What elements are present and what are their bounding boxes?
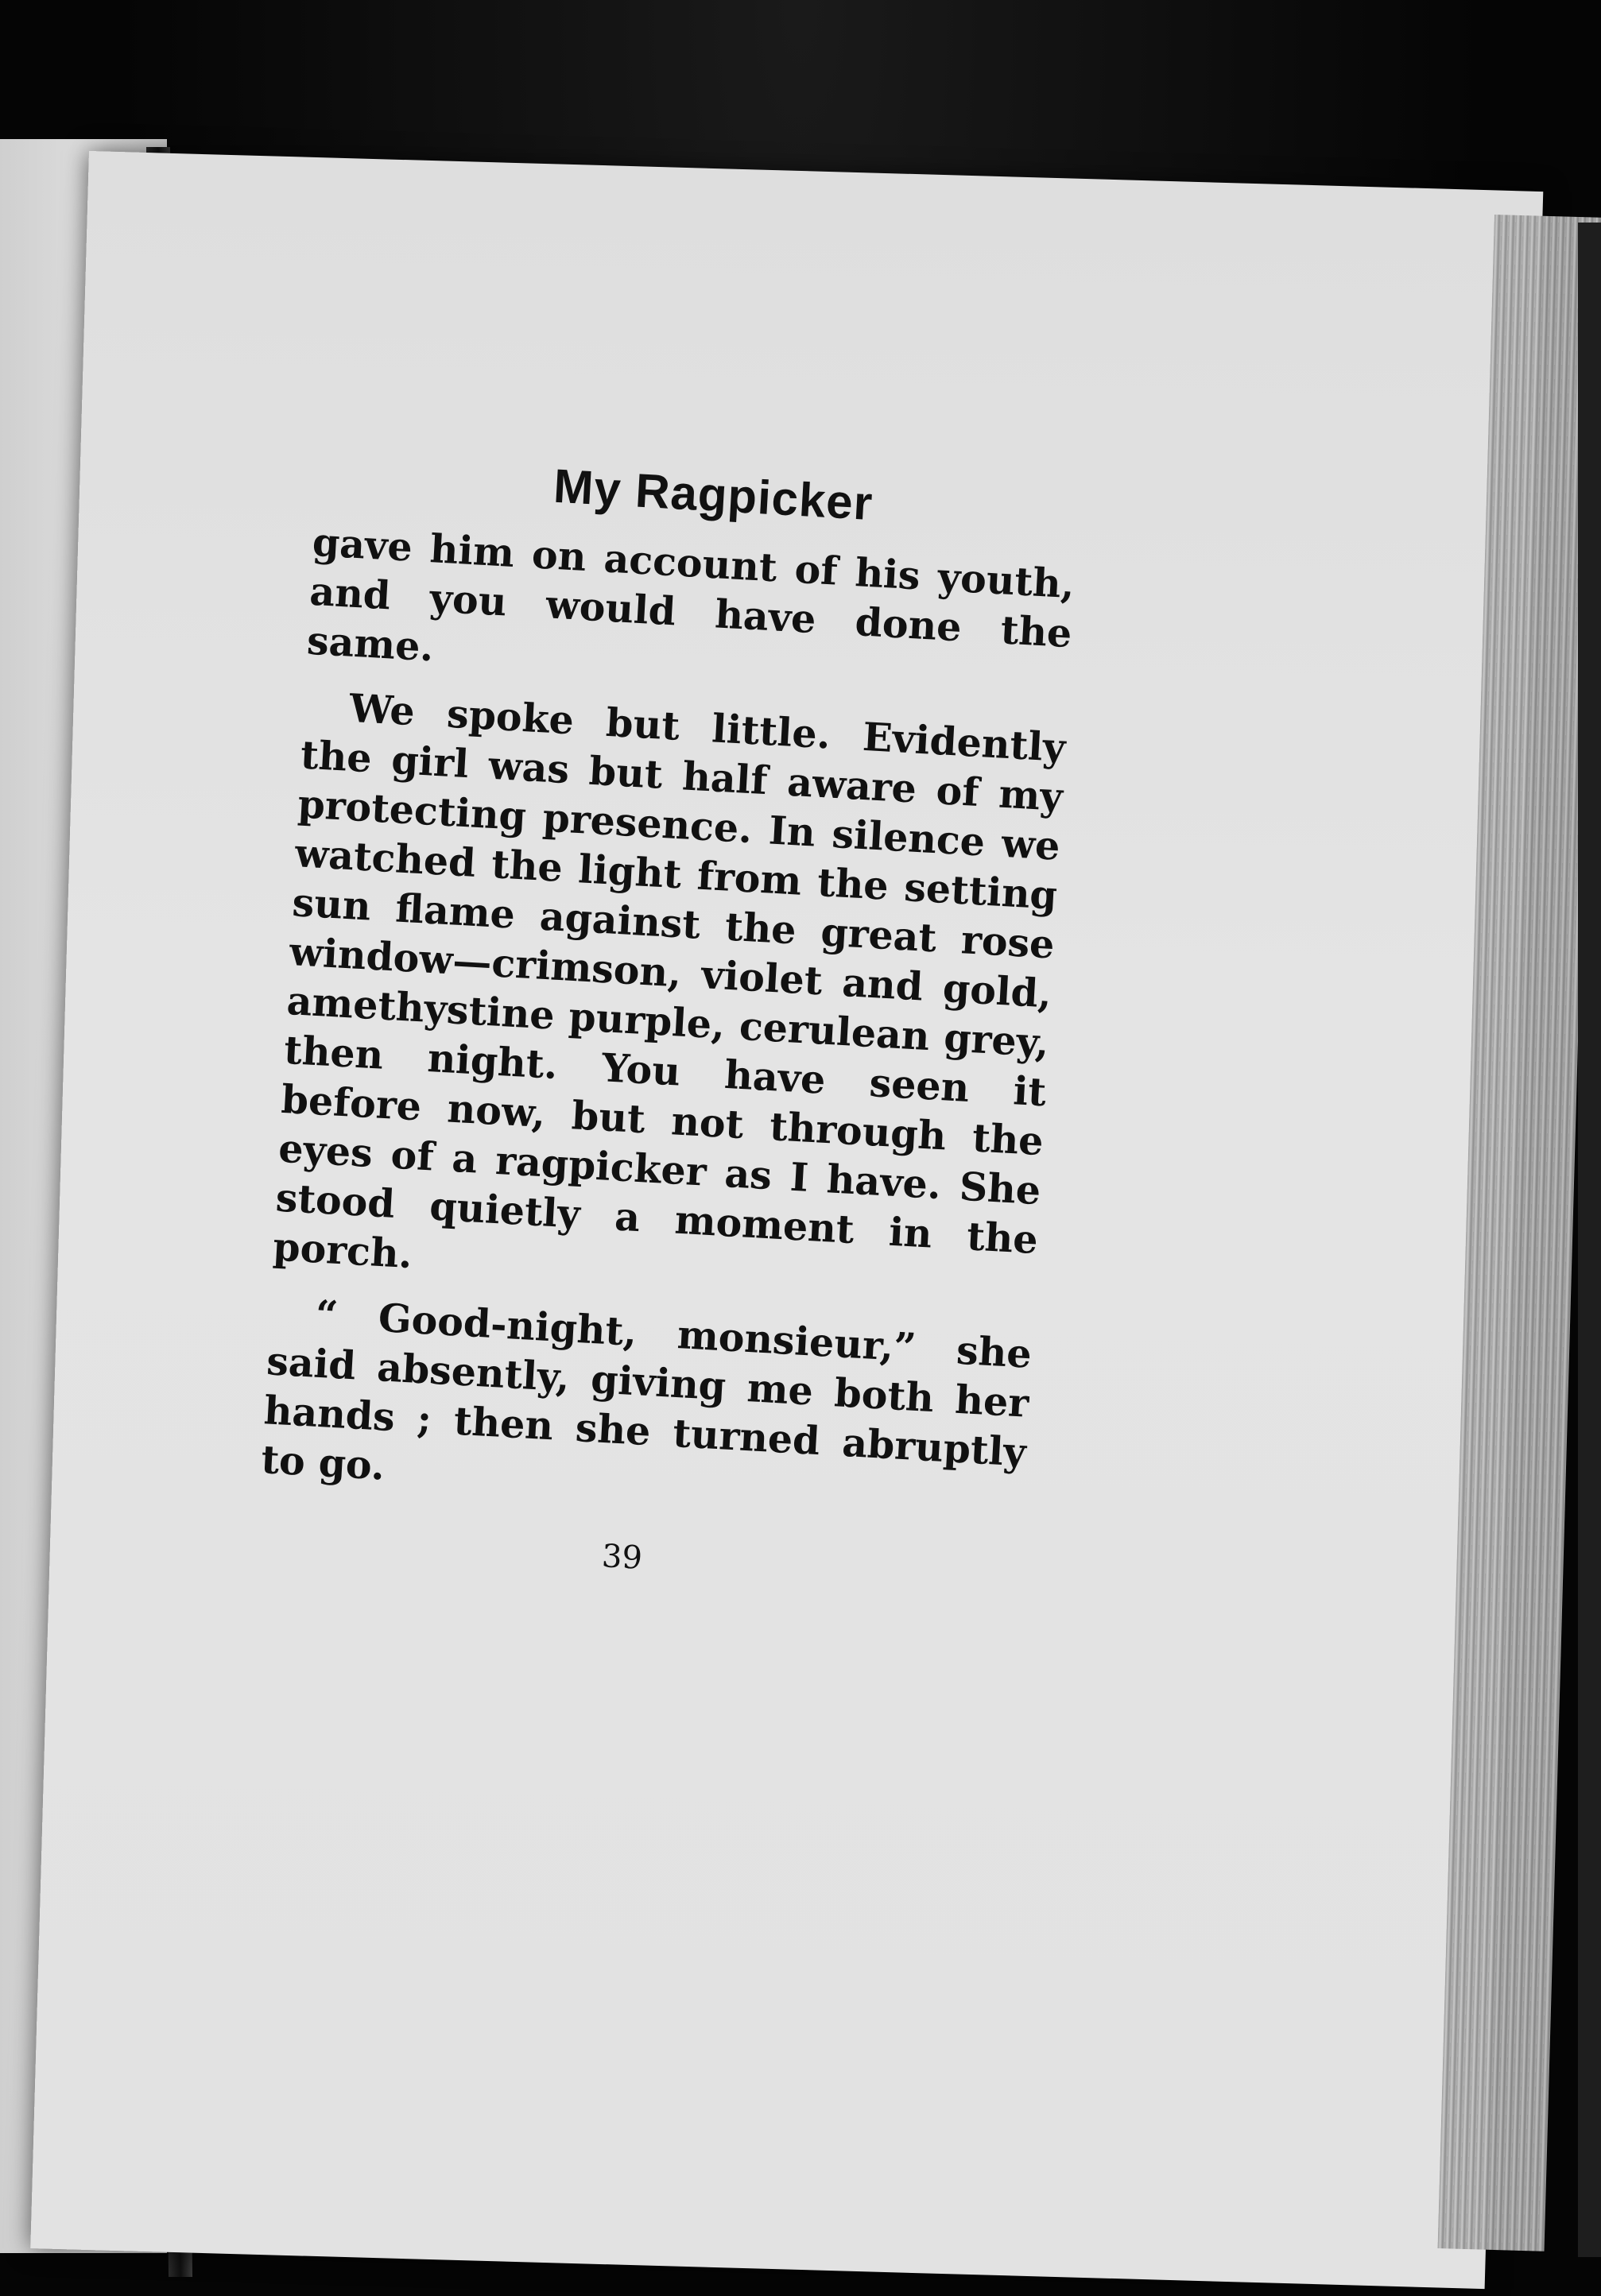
page-text-block xyxy=(256,445,1080,1597)
page-number: 39 xyxy=(600,1538,644,1577)
page-edges-shadow xyxy=(1578,223,1601,2257)
paragraph-1: gave him on account of his youth, and you would have done the same. xyxy=(305,518,1076,671)
paragraph-3: “ Good-night, monsieur,” she said absently, giving me both her hands ; then she turned abruptly to go. xyxy=(260,1291,1033,1489)
running-head: My Ragpicker xyxy=(552,459,874,531)
paragraph-2: We spoke but little. Evidently the girl was but half aware of my protecting presence. In silence we watched the light from the setting sun flame against the great rose window—crimson, violet and gold, amethystine purple, cerulean grey, then night. You have seen it before now, but not through the eyes of a ragpicker as I have. She stood quietly a moment in the porch. xyxy=(272,684,1067,1278)
